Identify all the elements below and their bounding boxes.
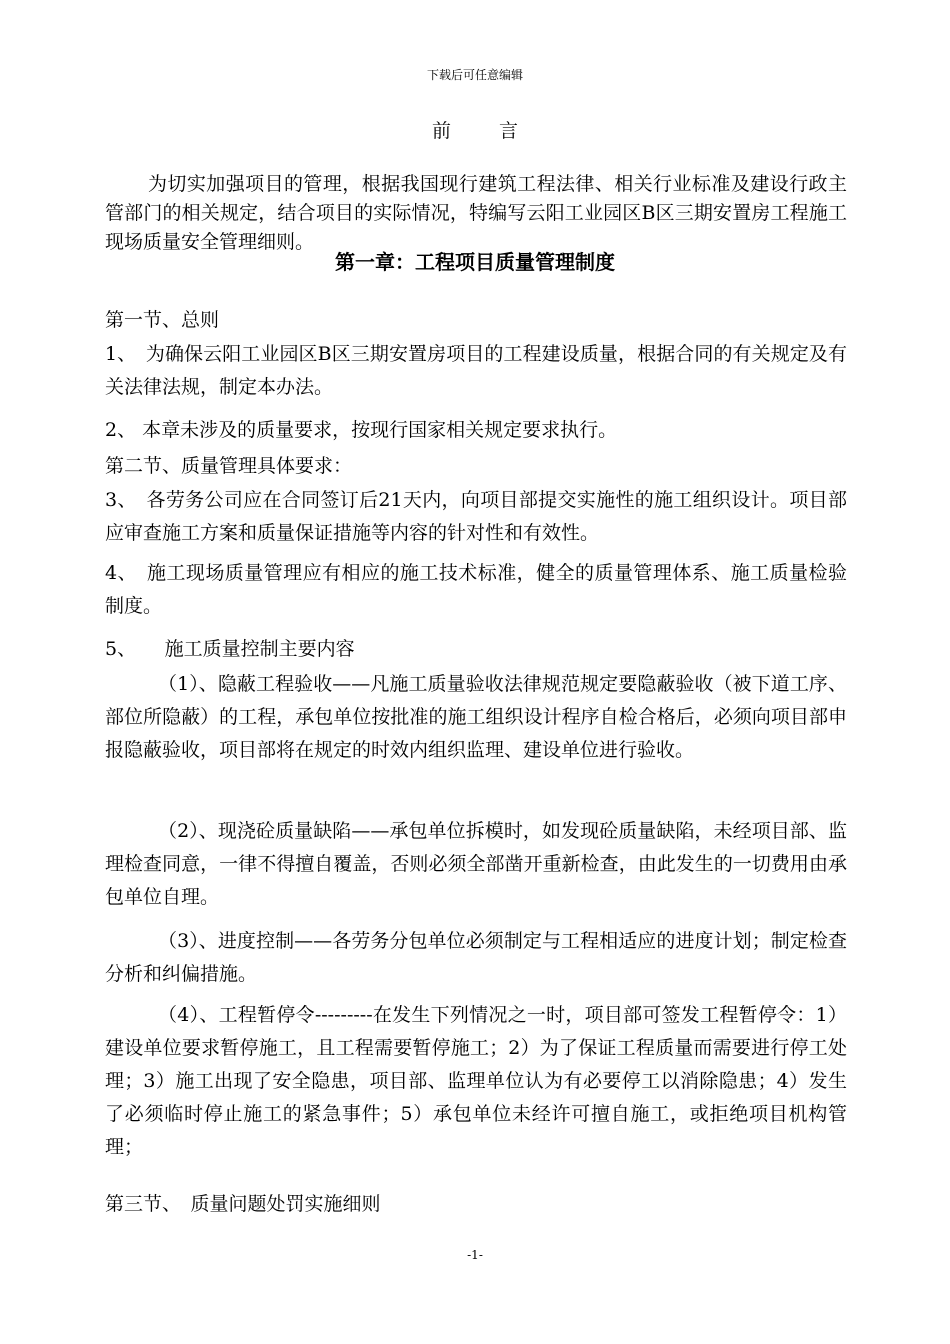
section-heading-1: 第一节、总则 (105, 309, 220, 331)
section-heading-3: 第三节、 质量问题处罚实施细则 (105, 1193, 381, 1215)
page-number: -1- (467, 1248, 483, 1262)
intro-paragraph: 为切实加强项目的管理，根据我国现行建筑工程法律、相关行业标准及建设行政主管部门的相关规定，结合项目的实际情况，特编写云阳工业园区B区三期安置房工程施工现场质量安全管理细则。 (105, 173, 847, 253)
subitem-4: （4）、工程暂停令---------在发生下列情况之一时，项目部可签发工程暂停令：1）建设单位要求暂停施工，且工程需要暂停施工；2）为了保证工程质量而需要进行停工处理；3）施工出现了安全隐患，项目部、监理单位认为有必要停工以消除隐患；4）发生了必须临时停止施工的紧急事件；5）承包单位未经许可擅自施工，或拒绝项目机构管理； (105, 1004, 847, 1158)
section-heading-2: 第二节、质量管理具体要求： (105, 455, 353, 477)
subitem-3: （3）、进度控制——各劳务分包单位必须制定与工程相适应的进度计划；制定检查分析和纠偏措施。 (105, 930, 847, 985)
chapter-heading: 第一章：工程项目质量管理制度 (335, 250, 615, 274)
page-header: 下载后可任意编辑 (426, 68, 523, 82)
item-4: 4、 施工现场质量管理应有相应的施工技术标准，健全的质量管理体系、施工质量检验制度。 (105, 562, 847, 617)
item-5: 5、 施工质量控制主要内容 (105, 638, 355, 660)
item-3: 3、 各劳务公司应在合同签订后21天内，向项目部提交实施性的施工组织设计。项目部应审查施工方案和质量保证措施等内容的针对性和有效性。 (105, 489, 847, 544)
subitem-1: （1）、隐蔽工程验收——凡施工质量验收法律规范规定要隐蔽验收（被下道工序、部位所隐蔽）的工程，承包单位按批准的施工组织设计程序自检合格后，必须向项目部申报隐蔽验收，项目部将在规定的时效内组织监理、建设单位进行验收。 (105, 673, 847, 761)
page-title: 前言 (431, 120, 566, 142)
subitem-2: （2）、现浇砼质量缺陷——承包单位拆模时，如发现砼质量缺陷，未经项目部、监理检查同意，一律不得擅自覆盖，否则必须全部凿开重新检查，由此发生的一切费用由承包单位自理。 (105, 820, 847, 908)
item-1: 1、 为确保云阳工业园区B区三期安置房项目的工程建设质量，根据合同的有关规定及有关法律法规，制定本办法。 (105, 343, 847, 398)
item-2: 2、 本章未涉及的质量要求，按现行国家相关规定要求执行。 (105, 419, 618, 441)
